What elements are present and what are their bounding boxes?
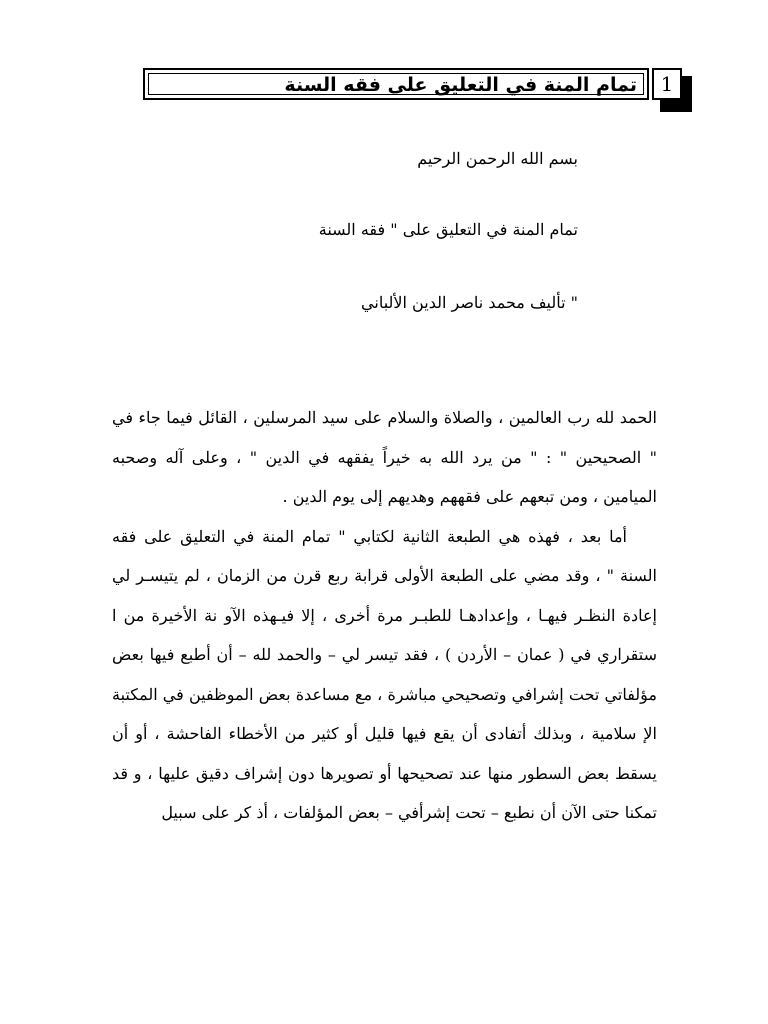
book-title: تمام المنة في التعليق على " فقه السنة — [318, 220, 578, 239]
header-title: تمام المنة في التعليق على فقه السنة — [284, 74, 637, 96]
page-header — [143, 68, 683, 102]
paragraph-1: الحمد لله رب العالمين ، والصلاة والسلام على سيد المرسلين ، القائل فيما جاء في " الصحيحين " : " من يرد الله به خيراً يفقهه في الدين " ، وعلى آله وصحبه الميامين ، ومن تبعهم على فقههم وهديهم إلى يوم الدين . — [112, 408, 657, 506]
body-text — [112, 398, 657, 833]
paragraph-2: أما بعد ، فهذه هي الطبعة الثانية لكتابي " تمام المنة في التعليق على فقه السنة " ، وقد مضي على الطبعة الأولى قرابة ربع قرن من الزمان ، لم يتيسـر لي إعادة النظـر فيهـا ، وإعدادهـا للطبـر مرة أخرى ، إلا فيـهذه الآو نة الأخيرة من ا ستقراري في ( عمان – الأردن ) ، فقد تيسر لي – والحمد لله – أن أطبع فيها بعض مؤلفاتي تحت إشرافي وتصحيحي مباشرة ، مع مساعدة بعض الموظفين في المكتبة الإ سلامية ، وبذلك أتفادى أن يقع فيها قليل أو كثير من الأخطاء الفاحشة ، أو أن يسقط بعض السطور منها عند تصحيحها أو تصويرها دون إشراف دقيق عليها ، و قد تمكنا حتى الآن أن نطبع – تحت إشرأفي – بعض المؤلفات ، أذ كر على سبيل — [112, 526, 658, 822]
author-line: " تأليف محمد ناصر الدين الألباني — [361, 293, 578, 312]
page-number: 1 — [652, 68, 682, 100]
header-title-box — [143, 68, 649, 100]
basmala: بسم الله الرحمن الرحيم — [417, 149, 578, 168]
